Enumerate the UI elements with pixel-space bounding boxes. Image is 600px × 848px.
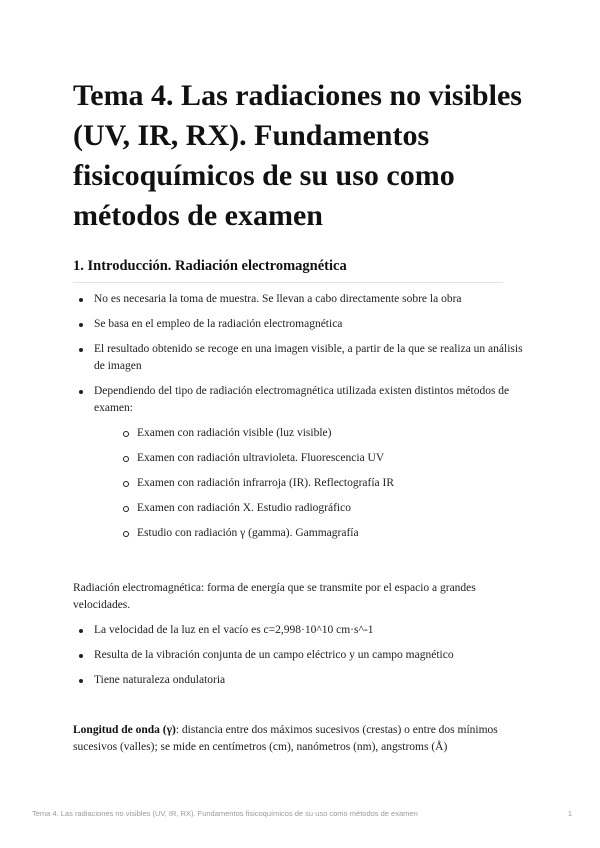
list-item-text: Tiene naturaleza ondulatoria — [94, 674, 226, 686]
list-item-text: Se basa en el empleo de la radiación electromagnética — [94, 318, 343, 330]
hollow-bullet-icon — [123, 456, 129, 462]
bullet-icon — [79, 629, 83, 633]
hollow-bullet-icon — [123, 506, 129, 512]
wavelength-definition: : distancia entre dos máximos sucesivos (crestas) o entre dos mínimos sucesivos (valles); se mide en centímetros (cm), nanómetros (nm), angstroms (Å) — [73, 724, 498, 753]
bullet-icon — [79, 654, 83, 658]
footer-title: Tema 4. Las radiaciones no visibles (UV, IR, RX). Fundamentos fisicoquímicos de su uso como métodos de examen — [32, 809, 418, 818]
list-item — [73, 383, 533, 542]
sub-list-item-text: Estudio con radiación γ (gamma). Gammagrafía — [137, 527, 359, 539]
page-number: 1 — [567, 809, 572, 818]
sub-list-item — [94, 525, 533, 542]
sub-list-item — [94, 500, 533, 517]
bullet-icon — [79, 298, 83, 302]
sub-list-methods — [94, 425, 533, 542]
sub-list-item-text: Examen con radiación visible (luz visible) — [137, 427, 332, 439]
sub-list-item — [94, 475, 533, 492]
list-item — [73, 316, 533, 333]
list-item — [73, 291, 533, 308]
list-item — [73, 672, 533, 689]
bullet-icon — [79, 390, 83, 394]
bullet-icon — [79, 348, 83, 352]
sub-list-item-text: Examen con radiación ultravioleta. Fluorescencia UV — [137, 452, 385, 464]
bullet-icon — [79, 323, 83, 327]
list-item-text: La velocidad de la luz en el vacío es c=2,998·10^10 cm·s^-1 — [94, 624, 374, 636]
hollow-bullet-icon — [123, 431, 129, 437]
bullet-icon — [79, 679, 83, 683]
definition-paragraph: Radiación electromagnética: forma de energía que se transmite por el espacio a grandes velocidades. — [73, 582, 476, 611]
wavelength-paragraph — [73, 722, 533, 756]
section-heading: 1. Introducción. Radiación electromagnética — [73, 258, 503, 283]
list-item-text: El resultado obtenido se recoge en una imagen visible, a partir de la que se realiza un análisis de imagen — [94, 343, 523, 372]
list-item — [73, 647, 533, 664]
sub-list-item-text: Examen con radiación X. Estudio radiográfico — [137, 502, 351, 514]
sub-list-item — [94, 450, 533, 467]
hollow-bullet-icon — [123, 481, 129, 487]
list-item-text: Dependiendo del tipo de radiación electromagnética utilizada existen distintos métodos de examen: — [94, 385, 510, 414]
sub-list-item — [94, 425, 533, 442]
bullet-list-properties — [73, 622, 533, 697]
list-item-text: No es necesaria la toma de muestra. Se llevan a cabo directamente sobre la obra — [94, 293, 462, 305]
hollow-bullet-icon — [123, 531, 129, 537]
list-item-text: Resulta de la vibración conjunta de un campo eléctrico y un campo magnético — [94, 649, 454, 661]
document-title: Tema 4. Las radiaciones no visibles (UV, IR, RX). Fundamentos fisicoquímicos de su uso como métodos de examen — [73, 79, 522, 232]
list-item — [73, 622, 533, 639]
sub-list-item-text: Examen con radiación infrarroja (IR). Reflectografía IR — [137, 477, 395, 489]
bullet-list-intro — [73, 291, 533, 550]
wavelength-term: Longitud de onda (γ) — [73, 724, 176, 736]
list-item — [73, 341, 533, 375]
